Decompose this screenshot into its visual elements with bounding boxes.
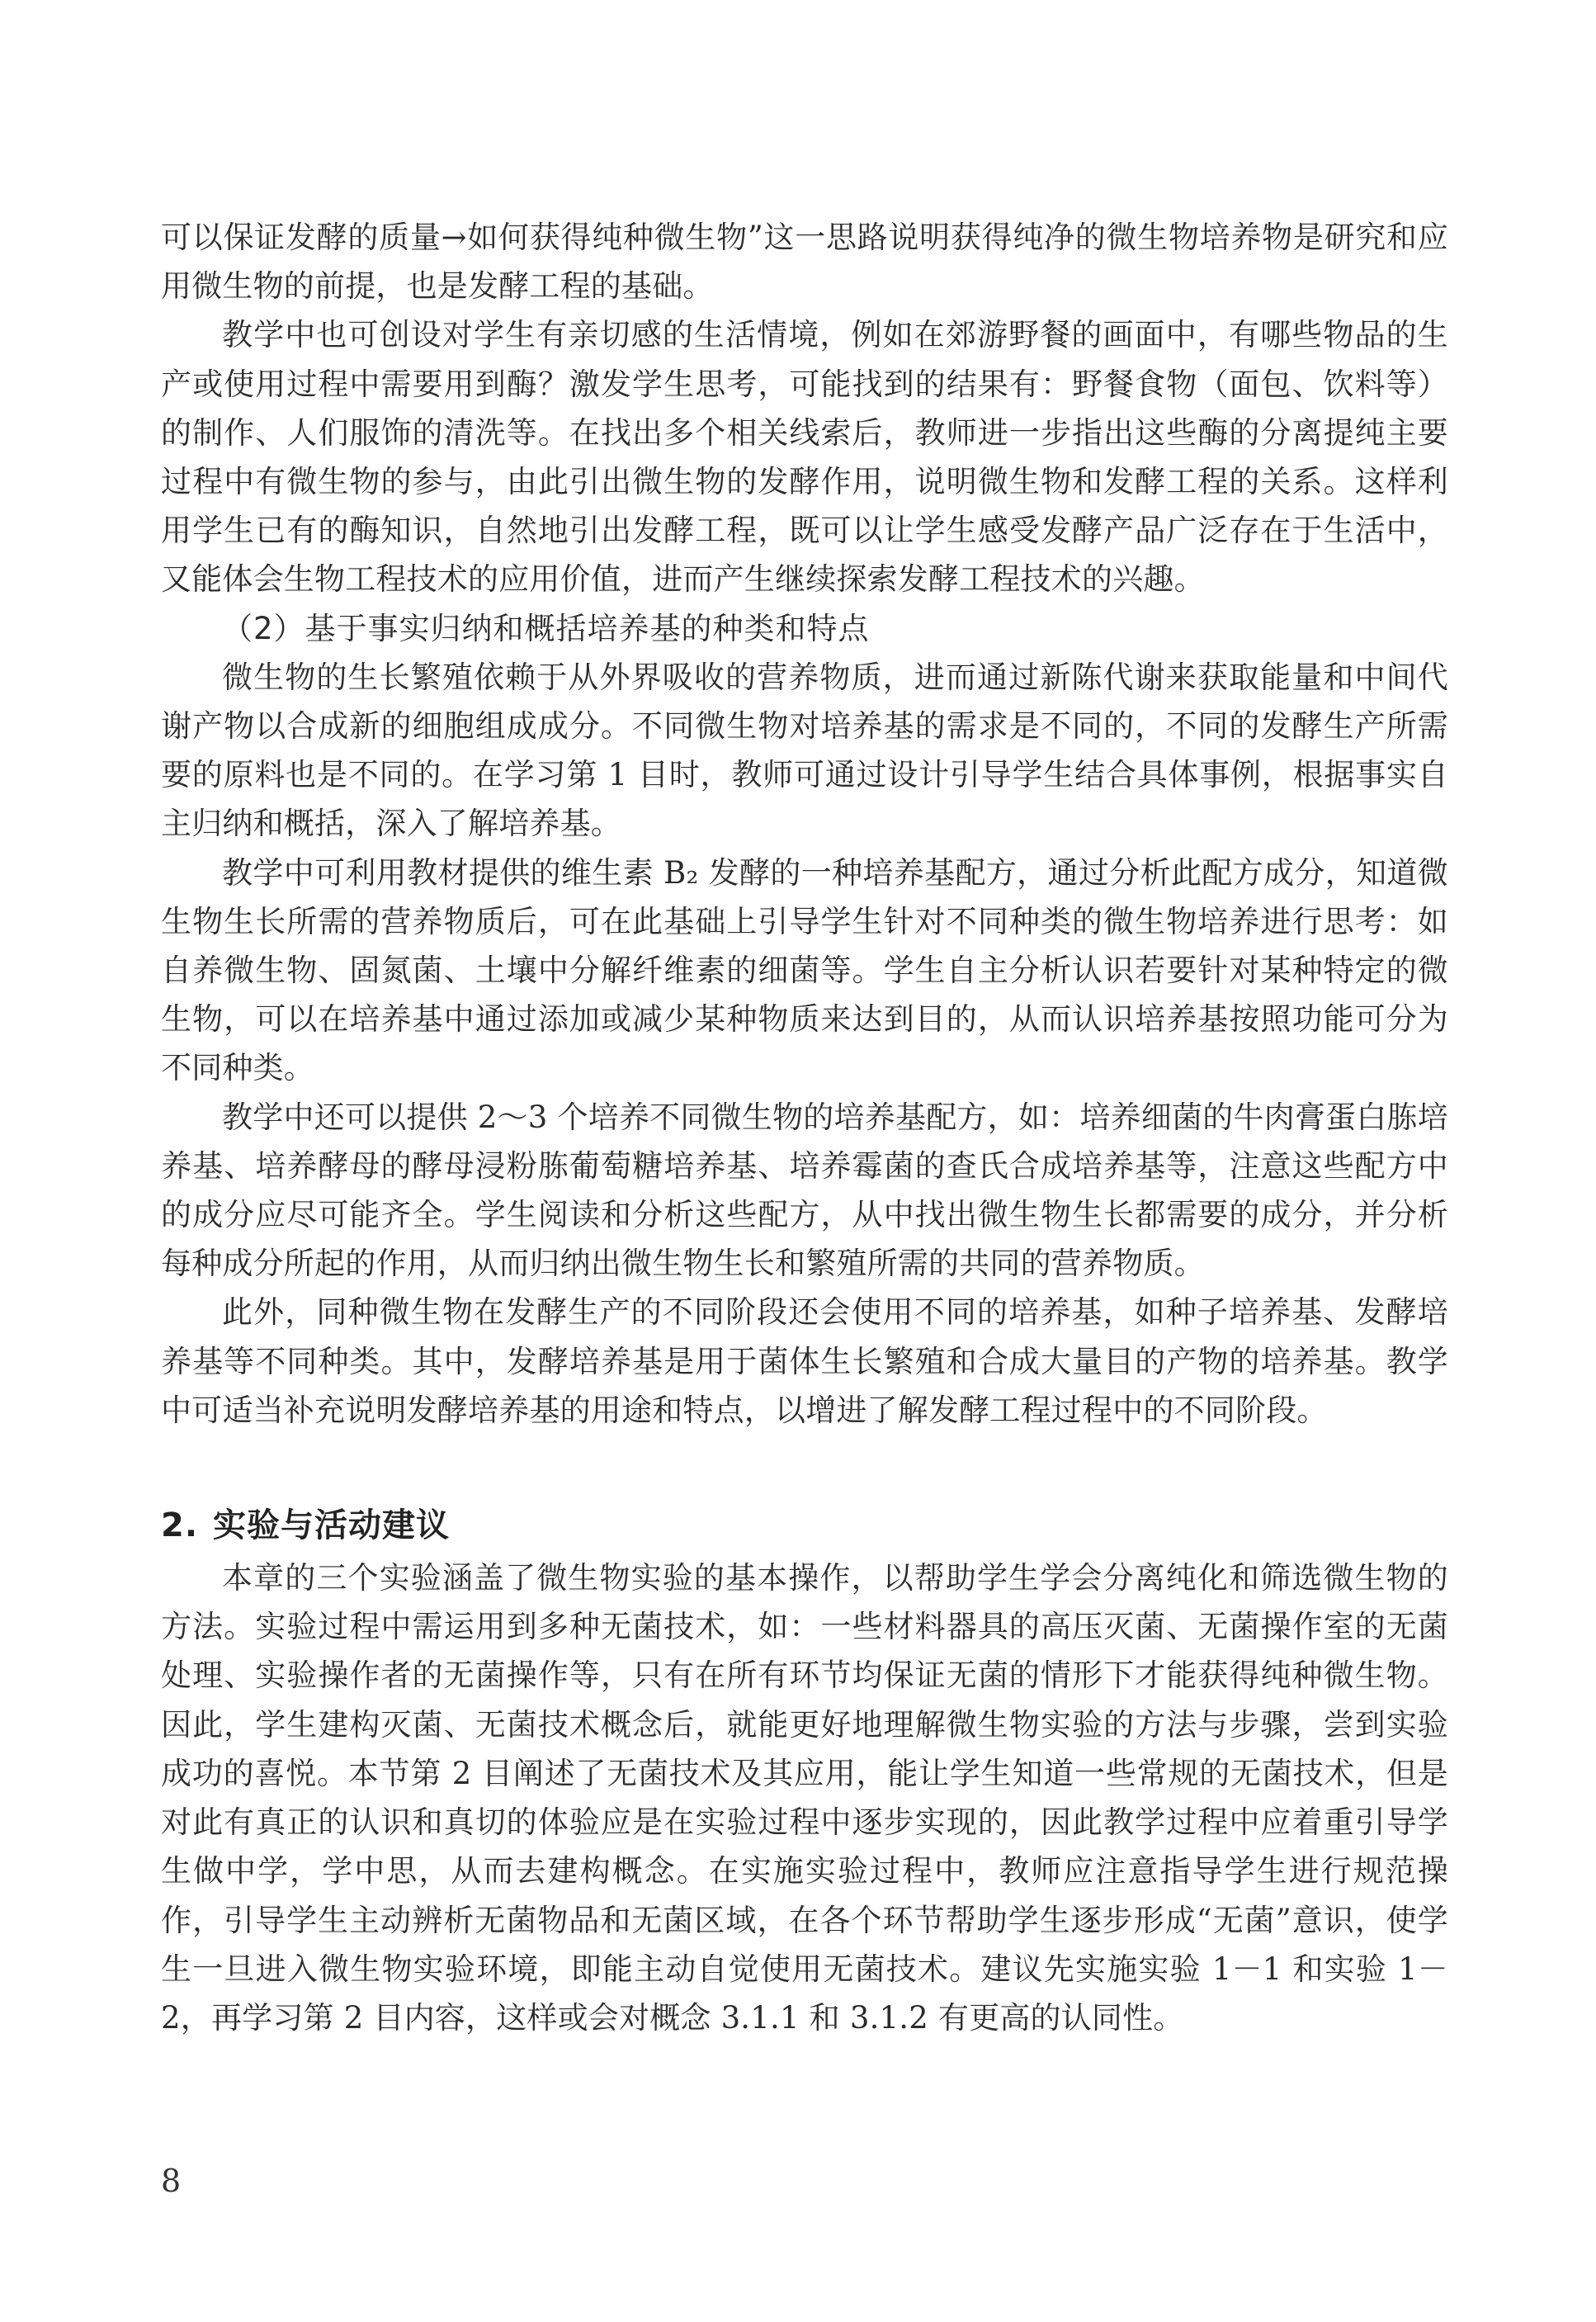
paragraph-experiments: 本章的三个实验涵盖了微生物实验的基本操作，以帮助学生学会分离纯化和筛选微生物的方法。实验过程中需运用到多种无菌技术，如：一些材料器具的高压灭菌、无菌操作室的无菌处理、实验操作者的无菌操作等，只有在所有环节均保证无菌的情形下才能获得纯种微生物。因此，学生建构灭菌、无菌技术概念后，就能更好地理解微生物实验的方法与步骤，尝到实验成功的喜悦。本节第 2 目阐述了无菌技术及其应用，能让学生知道一些常规的无菌技术，但是对此有真正的认识和真切的体验应是在实验过程中逐步实现的，因此教学过程中应着重引导学生做中学，学中思，从而去建构概念。在实施实验过程中，教师应注意指导学生进行规范操作，引导学生主动辨析无菌物品和无菌区域，在各个环节帮助学生逐步形成“无菌”意识，使学生一旦进入微生物实验环境，即能主动自觉使用无菌技术。建议先实施实验 1－1 和实验 1－2，再学习第 2 目内容，这样或会对概念 3.1.1 和 3.1.2 有更高的认同性。 <box>161 1560 1448 2036</box>
paragraph-vitamin-b2: 教学中可利用教材提供的维生素 B₂ 发酵的一种培养基配方，通过分析此配方成分，知道微生物生长所需的营养物质后，可在此基础上引导学生针对不同种类的微生物培养进行思考：如自养微生物、固氮菌、土壤中分解纤维素的细菌等。学生自主分析认识若要针对某种特定的微生物，可以在培养基中通过添加或减少某种物质来达到目的，从而认识培养基按照功能可分为不同种类。 <box>161 854 1448 1086</box>
paragraph-continuation: 可以保证发酵的质量→如何获得纯种微生物”这一思路说明获得纯净的微生物培养物是研究和应用微生物的前提，也是发酵工程的基础。 <box>161 220 1448 305</box>
paragraph-life-scenario: 教学中也可创设对学生有亲切感的生活情境，例如在郊游野餐的画面中，有哪些物品的生产或使用过程中需要用到酶？激发学生思考，可能找到的结果有：野餐食物（面包、饮料等）的制作、人们服饰的清洗等。在找出多个相关线索后，教师进一步指出这些酶的分离提纯主要过程中有微生物的参与，由此引出微生物的发酵作用，说明微生物和发酵工程的关系。这样利用学生已有的酶知识，自然地引出发酵工程，既可以让学生感受发酵产品广泛存在于生活中，又能体会生物工程技术的应用价值，进而产生继续探索发酵工程技术的兴趣。 <box>161 317 1448 598</box>
page-number: 8 <box>161 2163 182 2199</box>
paragraph-fermentation-media: 此外，同种微生物在发酵生产的不同阶段还会使用不同的培养基，如种子培养基、发酵培养基等不同种类。其中，发酵培养基是用于菌体生长繁殖和合成大量目的产物的培养基。教学中可适当补充说明发酵培养基的用途和特点，以增进了解发酵工程过程中的不同阶段。 <box>161 1294 1448 1428</box>
paragraph-nutrition: 微生物的生长繁殖依赖于从外界吸收的营养物质，进而通过新陈代谢来获取能量和中间代谢产物以合成新的细胞组成成分。不同微生物对培养基的需求是不同的，不同的发酵生产所需要的原料也是不同的。在学习第 1 目时，教师可通过设计引导学生结合具体事例，根据事实自主归纳和概括，深入了解培养基。 <box>161 659 1448 842</box>
paragraph-media-recipes: 教学中还可以提供 2～3 个培养不同微生物的培养基配方，如：培养细菌的牛肉膏蛋白胨培养基、培养酵母的酵母浸粉胨葡萄糖培养基、培养霉菌的查氏合成培养基等，注意这些配方中的成分应尽可能齐全。学生阅读和分析这些配方，从中找出微生物生长都需要的成分，并分析每种成分所起的作用，从而归纳出微生物生长和繁殖所需的共同的营养物质。 <box>161 1099 1448 1282</box>
section-number: 2. <box>161 1506 199 1545</box>
page-body <box>161 213 1448 2042</box>
section-heading <box>161 1502 1448 1549</box>
subsection-heading: （2）基于事实归纳和概括培养基的种类和特点 <box>222 610 870 646</box>
section-title: 实验与活动建议 <box>213 1506 451 1545</box>
